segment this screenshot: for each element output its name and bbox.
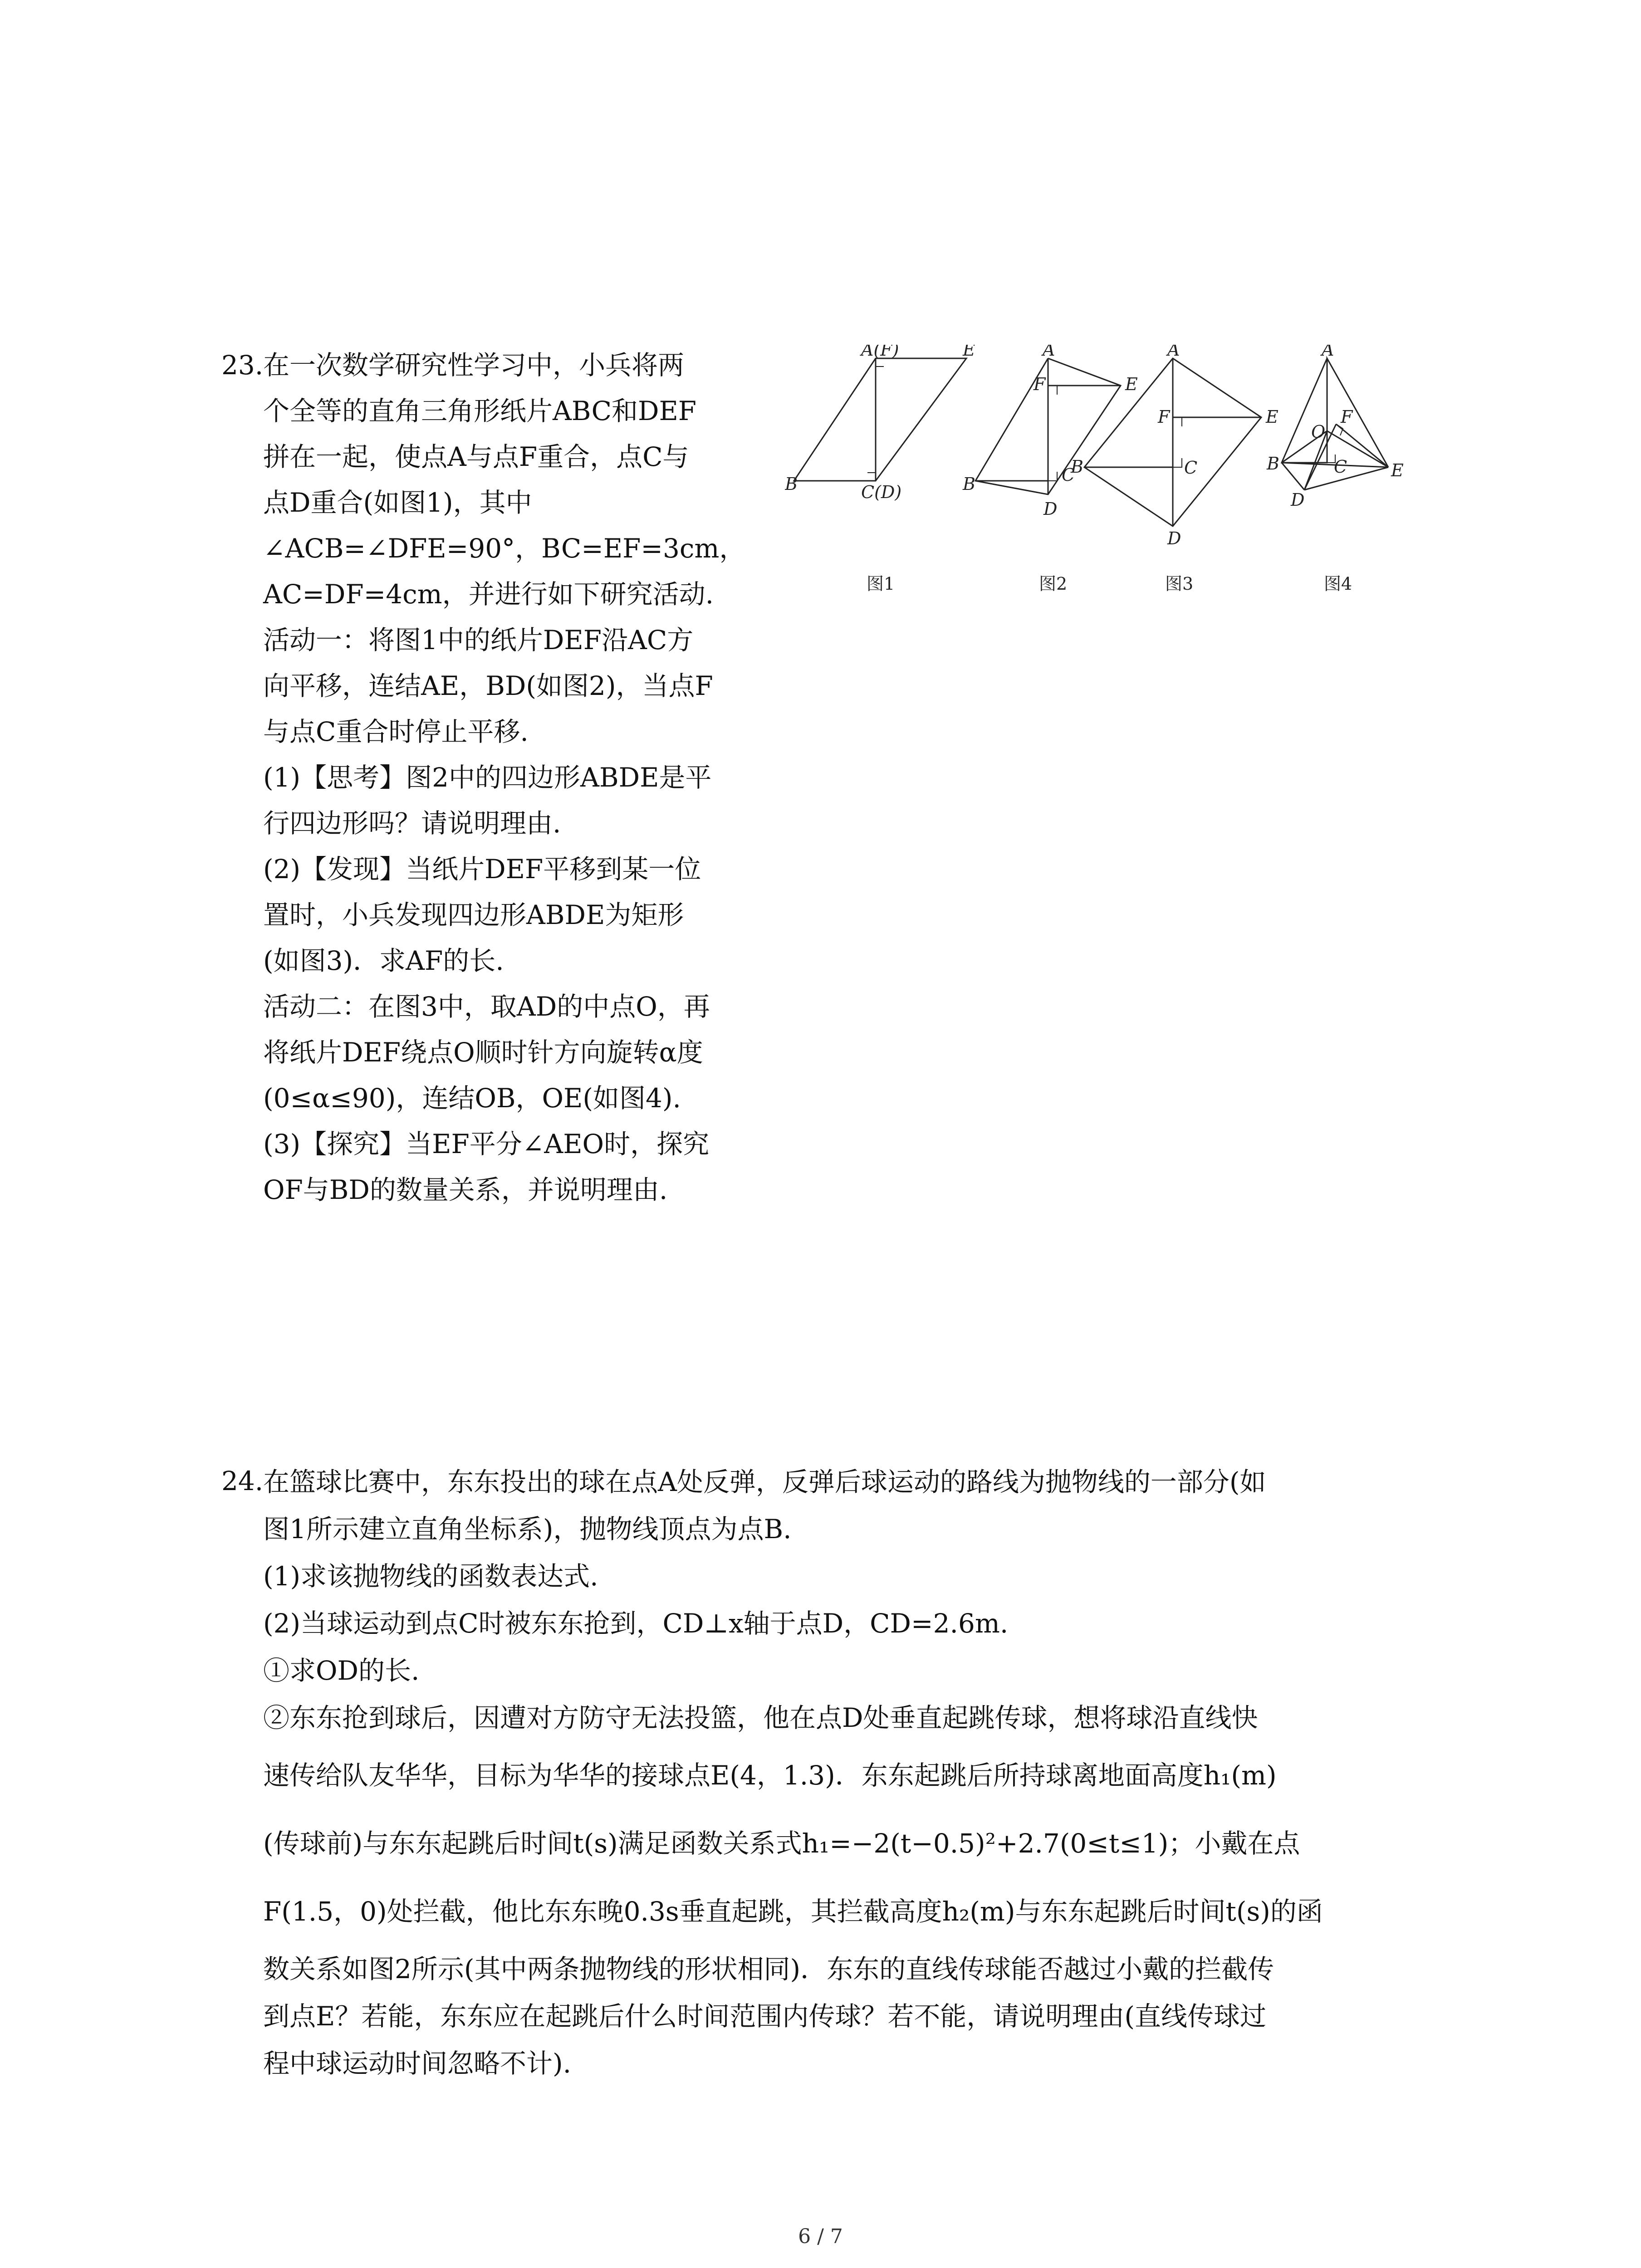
fig1-label-b: B (785, 474, 798, 494)
geometry-figures-svg (785, 345, 1474, 599)
q23-line: (0≤α≤90)，连结OB，OE(如图4). (263, 1083, 681, 1114)
fig3-label-b: B (1071, 457, 1083, 477)
fig4-label-d: D (1291, 490, 1305, 510)
q24-line: 在篮球比赛中，东东投出的球在点A处反弹，反弹后球运动的路线为抛物线的一部分(如 (263, 1466, 1266, 1497)
q24-line: 到点E？若能，东东应在起跳后什么时间范围内传球？若不能，请说明理由(直线传球过 (263, 2001, 1266, 2032)
q23-line: 拼在一起，使点A与点F重合，点C与 (263, 441, 689, 472)
question-23-text (263, 342, 785, 1213)
q23-line: 将纸片DEF绕点O顺时针方向旋转α度 (263, 1037, 703, 1068)
fig2-label-b: B (963, 474, 975, 494)
q24-line: F(1.5，0)处拦截，他比东东晚0.3s垂直起跳，其拦截高度h₂(m)与东东起跳后时间t(s)的函 (263, 1896, 1323, 1927)
q23-line: 在一次数学研究性学习中，小兵将两 (263, 350, 685, 381)
question-24-text (263, 1458, 1452, 2087)
figure-1-diagram (794, 358, 966, 481)
fig3-label-d: D (1167, 528, 1181, 548)
fig3-label-f: F (1158, 407, 1170, 427)
q23-line: 活动一：将图1中的纸片DEF沿AC方 (263, 625, 694, 655)
q24-line: (1)求该抛物线的函数表达式. (263, 1561, 598, 1592)
q23-line: 点D重合(如图1)，其中 (263, 487, 532, 518)
q23-line: 个全等的直角三角形纸片ABC和DEF (263, 396, 697, 426)
q24-line: 图1所示建立直角坐标系)，抛物线顶点为点B. (263, 1514, 792, 1545)
fig3-label-a: A (1167, 345, 1180, 360)
question-24-number: 24. (221, 1466, 264, 1496)
fig3-label-c: C (1184, 458, 1198, 478)
q24-line: 程中球运动时间忽略不计). (263, 2048, 572, 2079)
q23-line: 置时，小兵发现四边形ABDE为矩形 (263, 899, 684, 930)
q24-line: ②东东抢到球后，因遭对方防守无法投篮，他在点D处垂直起跳传球，想将球沿直线快 (263, 1702, 1258, 1733)
question-23-number: 23. (221, 350, 264, 381)
fig4-label-f: F (1341, 407, 1353, 427)
fig1-label-c: C(D) (861, 482, 902, 502)
figure-2-diagram (975, 358, 1121, 494)
fig4-label-b: B (1267, 454, 1279, 474)
fig1-label-e: E (963, 345, 975, 360)
fig4-label-a: A (1322, 345, 1334, 360)
q24-line: (2)当球运动到点C时被东东抢到，CD⊥x轴于点D，CD=2.6m. (263, 1608, 1009, 1639)
q23-line: 向平移，连结AE，BD(如图2)，当点F (263, 670, 713, 701)
q24-line: ①求OD的长. (263, 1655, 420, 1686)
figure-3-diagram (1084, 358, 1261, 526)
fig2-label-a: A (1043, 345, 1055, 360)
q23-line: 活动二：在图3中，取AD的中点O，再 (263, 991, 710, 1022)
fig1-caption: 图1 (867, 574, 895, 594)
fig1-label-a: A(F) (861, 345, 899, 360)
fig4-label-c: C (1334, 457, 1347, 477)
q23-line: OF与BD的数量关系，并说明理由. (263, 1174, 668, 1205)
q23-line: (2)【发现】当纸片DEF平移到某一位 (263, 854, 701, 885)
q24-line: 数关系如图2所示(其中两条抛物线的形状相同)．东东的直线传球能否越过小戴的拦截传 (263, 1954, 1274, 1984)
q23-line: (1)【思考】图2中的四边形ABDE是平 (263, 762, 712, 793)
fig3-label-e: E (1266, 407, 1279, 427)
fig4-caption: 图4 (1324, 574, 1352, 594)
fig4-label-e: E (1391, 460, 1404, 480)
q23-line: AC=DF=4cm，并进行如下研究活动. (263, 579, 714, 610)
q23-line: 行四边形吗？请说明理由. (263, 808, 561, 839)
q23-line: 与点C重合时停止平移. (263, 716, 529, 747)
q23-line: (3)【探究】当EF平分∠AEO时，探究 (263, 1129, 710, 1159)
fig2-label-e: E (1125, 374, 1138, 394)
q24-line: 速传给队友华华，目标为华华的接球点E(4，1.3)．东东起跳后所持球离地面高度h₁(m) (263, 1760, 1277, 1791)
q23-line: ∠ACB=∠DFE=90°，BC=EF=3cm， (263, 533, 746, 564)
q23-figures (785, 345, 1474, 599)
fig2-caption: 图2 (1039, 574, 1068, 594)
q23-line: (如图3)．求AF的长. (263, 945, 504, 976)
q24-line: (传球前)与东东起跳后时间t(s)满足函数关系式h₁=−2(t−0.5)²+2.7(0≤t≤1)；小戴在点 (263, 1828, 1300, 1859)
fig4-label-o: O (1311, 422, 1326, 442)
fig2-label-f: F (1034, 374, 1046, 394)
fig2-label-d: D (1043, 499, 1058, 519)
page-number: 6 / 7 (798, 2225, 843, 2248)
fig2-label-c: C (1062, 465, 1075, 485)
fig3-caption: 图3 (1165, 574, 1194, 594)
